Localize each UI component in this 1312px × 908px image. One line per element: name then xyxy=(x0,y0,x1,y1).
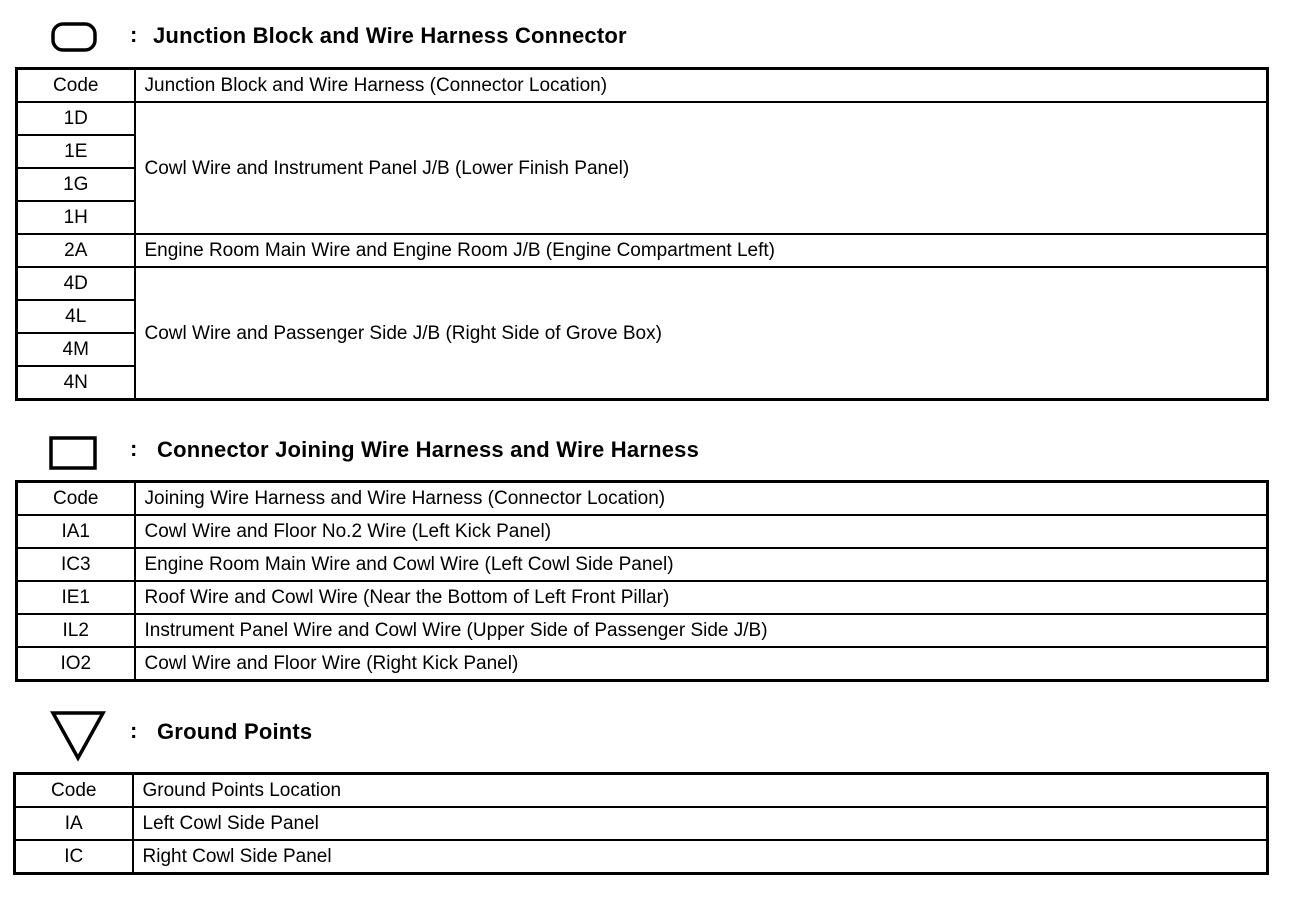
code-cell: 4D xyxy=(17,267,135,300)
header-description: Junction Block and Wire Harness (Connector Location) xyxy=(135,69,1268,103)
section3-heading xyxy=(0,708,1312,748)
header-code: Code xyxy=(17,482,135,516)
code-cell: 1D xyxy=(17,102,135,135)
code-cell: 2A xyxy=(17,234,135,267)
code-cell: 4N xyxy=(17,366,135,400)
table-header-row xyxy=(17,69,1268,103)
code-cell: 1E xyxy=(17,135,135,168)
code-cell: IE1 xyxy=(17,581,135,614)
table-row xyxy=(15,807,1268,840)
code-cell: 4L xyxy=(17,300,135,333)
ground-points-table xyxy=(13,772,1269,875)
code-cell: IC xyxy=(15,840,133,874)
table-row xyxy=(15,840,1268,874)
description-cell: Instrument Panel Wire and Cowl Wire (Upper Side of Passenger Side J/B) xyxy=(135,614,1268,647)
header-description: Joining Wire Harness and Wire Harness (Connector Location) xyxy=(135,482,1268,516)
table-row xyxy=(17,548,1268,581)
code-cell: IA1 xyxy=(17,515,135,548)
section1-heading xyxy=(0,16,1312,56)
table-row xyxy=(17,234,1268,267)
table-row xyxy=(17,614,1268,647)
description-cell: Roof Wire and Cowl Wire (Near the Bottom of Left Front Pillar) xyxy=(135,581,1268,614)
description-cell: Cowl Wire and Floor Wire (Right Kick Panel) xyxy=(135,647,1268,681)
connector-joining-table xyxy=(15,480,1269,682)
code-cell: 1G xyxy=(17,168,135,201)
description-cell: Cowl Wire and Passenger Side J/B (Right Side of Grove Box) xyxy=(135,267,1268,400)
table-row xyxy=(17,515,1268,548)
code-cell: 1H xyxy=(17,201,135,234)
code-cell: IL2 xyxy=(17,614,135,647)
rounded-rectangle-icon xyxy=(51,22,97,52)
description-cell: Right Cowl Side Panel xyxy=(133,840,1268,874)
section2-colon: : xyxy=(130,436,138,461)
rectangle-icon xyxy=(49,436,97,470)
description-cell: Cowl Wire and Floor No.2 Wire (Left Kick Panel) xyxy=(135,515,1268,548)
section1-colon: : xyxy=(130,22,138,47)
code-cell: IC3 xyxy=(17,548,135,581)
table-header-row xyxy=(15,774,1268,808)
table-row xyxy=(17,102,1268,135)
table-row xyxy=(17,647,1268,681)
section3-colon: : xyxy=(130,718,138,743)
code-cell: IA xyxy=(15,807,133,840)
section3-title: Ground Points xyxy=(157,719,313,744)
table-row xyxy=(17,581,1268,614)
junction-block-table xyxy=(15,67,1269,401)
code-cell: 4M xyxy=(17,333,135,366)
table-header-row xyxy=(17,482,1268,516)
header-code: Code xyxy=(17,69,135,103)
section2-title: Connector Joining Wire Harness and Wire Harness xyxy=(157,437,700,462)
description-cell: Cowl Wire and Instrument Panel J/B (Lower Finish Panel) xyxy=(135,102,1268,234)
description-cell: Left Cowl Side Panel xyxy=(133,807,1268,840)
triangle-down-icon xyxy=(50,710,106,762)
section2-heading xyxy=(0,430,1312,470)
table-row xyxy=(17,267,1268,300)
code-cell: IO2 xyxy=(17,647,135,681)
header-code: Code xyxy=(15,774,133,808)
section1-title: Junction Block and Wire Harness Connector xyxy=(153,23,627,48)
description-cell: Engine Room Main Wire and Cowl Wire (Left Cowl Side Panel) xyxy=(135,548,1268,581)
description-cell: Engine Room Main Wire and Engine Room J/B (Engine Compartment Left) xyxy=(135,234,1268,267)
header-description: Ground Points Location xyxy=(133,774,1268,808)
